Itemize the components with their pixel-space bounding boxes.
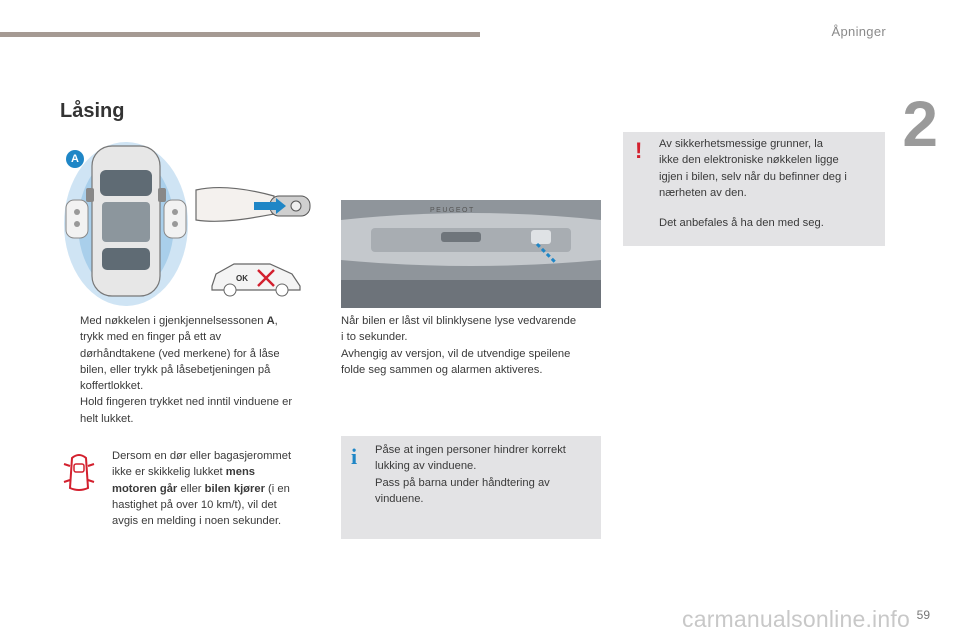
warn-line3-bold2: bilen kjører (204, 482, 265, 495)
zone-a-badge: A (66, 150, 84, 168)
alert-line: ikke den elektroniske nøkkelen ligge (659, 154, 839, 167)
info-line: Påse at ingen personer hindrer korrekt (375, 444, 566, 456)
tailgate-badge: PEUGEOT (430, 207, 475, 214)
instr-line1-pre: Med nøkkelen i gjenkjennelsessonen (80, 315, 267, 327)
alert-box (623, 132, 885, 246)
info-icon: i (351, 444, 358, 469)
header-bar (0, 32, 480, 37)
alert-extra: Det anbefales å ha den med seg. (659, 217, 824, 230)
instr-line: dørhåndtakene (ved merkene) for å låse (80, 347, 280, 360)
instr-line: trykk med en finger på ett av (80, 331, 222, 344)
door-open-warning-icon (62, 452, 96, 494)
mid-line: Avhengig av versjon, vil de utvendige speilene (341, 347, 571, 360)
warn-line5: avgis en melding i noen sekunder. (112, 515, 282, 528)
instr-line: bilen, eller trykk på låsebetjeningen på (80, 363, 271, 376)
door-warning-text (112, 448, 334, 529)
info-line: Pass på barna under håndtering av (375, 476, 550, 489)
mid-line: folde seg sammen og alarmen aktiveres. (341, 363, 543, 376)
warn-line1: Dersom en dør eller bagasjerommet (112, 450, 292, 462)
alert-line: igjen i bilen, selv når du befinner deg i (659, 170, 847, 183)
alert-line: nærheten av den. (659, 186, 747, 199)
mid-line: Når bilen er låst vil blinklysene lyse vedvarende (341, 315, 577, 327)
warn-line4: hastighet på over 10 km/t), vil det (112, 498, 277, 511)
lock-feedback-text (341, 313, 603, 378)
mid-line: i to sekunder. (341, 331, 408, 344)
warn-line3-post: (i en (264, 482, 290, 495)
alert-text (659, 136, 881, 231)
instr-line1-bold: A (266, 315, 275, 327)
instr-line1-post: , (274, 315, 278, 327)
instr-line: helt lukket. (80, 412, 134, 425)
page-title: Låsing (60, 100, 125, 122)
instruction-text (80, 313, 330, 427)
warn-line3-bold1: motoren går (112, 482, 178, 495)
warn-line2-pre: ikke er skikkelig lukket (112, 466, 226, 479)
watermark: carmanualsonline.info (682, 606, 910, 632)
hand-handle-illustration (192, 180, 318, 232)
warn-line3-mid: eller (177, 482, 205, 495)
chapter-number: 2 (902, 88, 938, 160)
warn-line2-bold: mens (225, 466, 256, 479)
page-number: 59 (916, 608, 930, 622)
info-text (375, 442, 597, 507)
info-line: lukking av vinduene. (375, 460, 477, 473)
instr-line: Hold fingeren trykket ned inntil vinduene er (80, 396, 293, 409)
tailgate-illustration (341, 200, 601, 308)
instr-line: koffertlokket. (80, 380, 144, 393)
section-title: Åpninger (831, 24, 886, 39)
ok-label: OK (236, 274, 248, 283)
alert-line: Av sikkerhetsmessige grunner, la (659, 138, 823, 150)
alert-icon: ! (635, 138, 643, 163)
info-line: vinduene. (375, 492, 424, 505)
info-box (341, 436, 601, 539)
car-side-lock-illustration (208, 256, 304, 298)
